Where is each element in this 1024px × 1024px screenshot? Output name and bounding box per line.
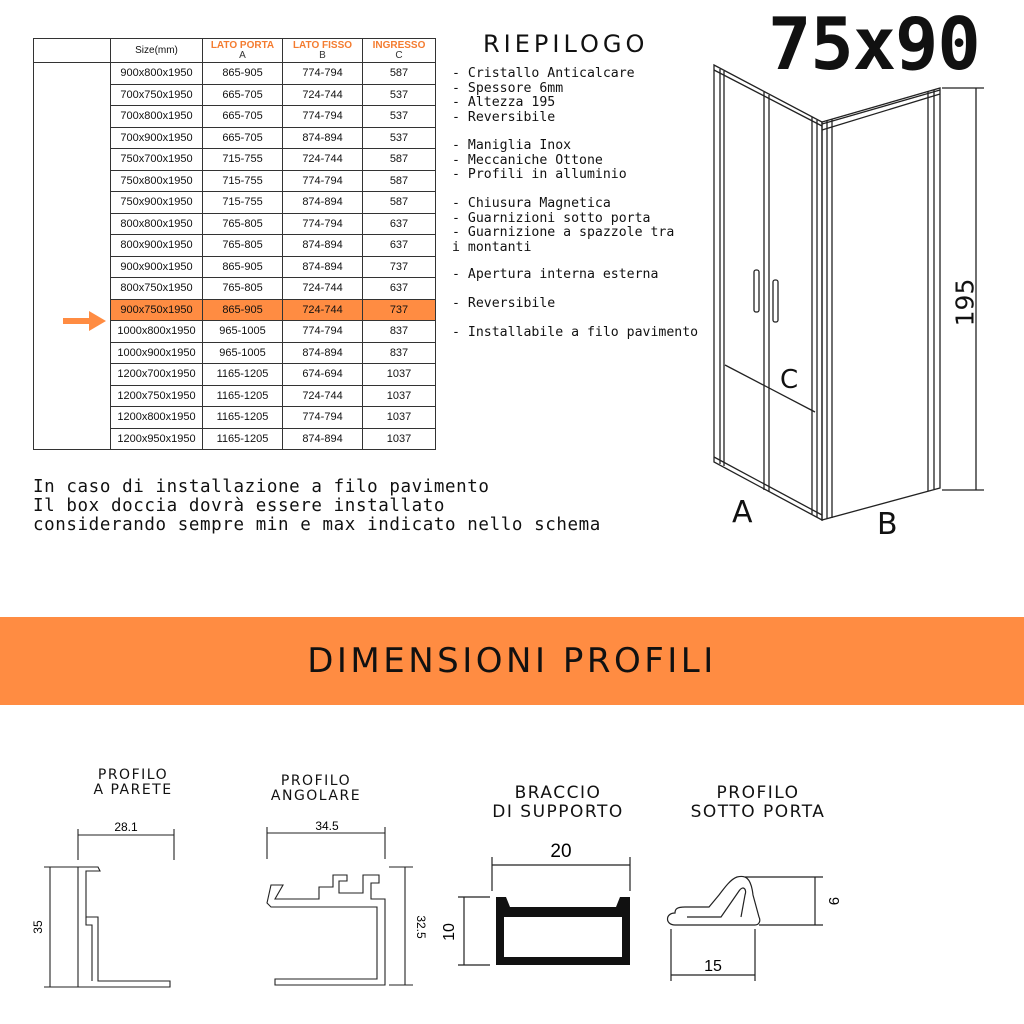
- summary-item: - Guarnizioni sotto porta: [452, 210, 651, 226]
- ingresso-cell: 837: [363, 321, 436, 343]
- profile-label-angolare: [253, 774, 379, 804]
- lato-porta-cell: 1165-1205: [203, 364, 283, 386]
- lato-porta-cell: 715-755: [203, 149, 283, 171]
- summary-item: - Apertura interna esterna: [452, 267, 659, 282]
- header-size: Size(mm): [111, 39, 203, 63]
- profile-parete-width: 28.1: [114, 820, 138, 834]
- size-cell: 900x900x1950: [111, 256, 203, 278]
- size-cell: 800x800x1950: [111, 213, 203, 235]
- lato-fisso-cell: 774-794: [283, 170, 363, 192]
- lato-porta-cell: 765-805: [203, 235, 283, 257]
- lato-fisso-cell: 774-794: [283, 321, 363, 343]
- lato-porta-cell: 965-1005: [203, 342, 283, 364]
- profiles-banner: [0, 617, 1024, 705]
- lato-fisso-cell: 774-794: [283, 213, 363, 235]
- ingresso-cell: 1037: [363, 428, 436, 450]
- size-cell: 1000x900x1950: [111, 342, 203, 364]
- profile-label-braccio: [470, 784, 646, 822]
- summary-item: - Cristallo Anticalcare: [452, 66, 635, 81]
- lato-fisso-cell: 724-744: [283, 299, 363, 321]
- lato-fisso-cell: 874-894: [283, 127, 363, 149]
- ingresso-cell: 737: [363, 256, 436, 278]
- lato-porta-cell: 965-1005: [203, 321, 283, 343]
- summary-item: - Spessore 6mm: [452, 80, 564, 96]
- label-a: A: [732, 495, 753, 530]
- summary-title: RIEPILOGO: [483, 30, 649, 58]
- lato-fisso-cell: 874-894: [283, 235, 363, 257]
- installation-note: [33, 478, 601, 535]
- lato-fisso-cell: 874-894: [283, 256, 363, 278]
- header-blank: [34, 39, 111, 63]
- summary-item: - Chiusura Magnetica: [452, 196, 611, 211]
- profile-label-line: BRACCIO: [514, 783, 602, 803]
- profile-parete-drawing: [20, 815, 190, 1000]
- profile-angolare-width: 34.5: [315, 819, 339, 833]
- profile-label-line: ANGOLARE: [270, 788, 362, 804]
- ingresso-cell: 637: [363, 235, 436, 257]
- profile-label-line: SOTTO PORTA: [690, 802, 826, 822]
- lato-porta-cell: 865-905: [203, 299, 283, 321]
- table-row: [34, 63, 436, 85]
- size-cell: 1200x950x1950: [111, 428, 203, 450]
- lato-fisso-cell: 674-694: [283, 364, 363, 386]
- profile-sotto-porta-drawing: [655, 855, 845, 985]
- ingresso-cell: 1037: [363, 364, 436, 386]
- size-cell: 1200x700x1950: [111, 364, 203, 386]
- lato-porta-cell: 865-905: [203, 63, 283, 85]
- summary-group: [452, 326, 698, 341]
- height-dimension-label: [945, 278, 985, 338]
- summary-item: - Maniglia Inox: [452, 138, 572, 153]
- lato-fisso-cell: 724-744: [283, 149, 363, 171]
- summary-item: - Reversibile: [452, 296, 556, 311]
- size-cell: 700x800x1950: [111, 106, 203, 128]
- table-blank-cell: [34, 63, 111, 450]
- note-line: In caso di installazione a filo pavimento: [33, 477, 490, 497]
- size-cell: 900x750x1950: [111, 299, 203, 321]
- profile-sotto-porta-width: 15: [704, 958, 722, 975]
- profile-angolare-height: 32.5: [414, 915, 428, 939]
- ingresso-cell: 587: [363, 149, 436, 171]
- size-cell: 700x900x1950: [111, 127, 203, 149]
- summary-item: - Installabile a filo pavimento: [452, 325, 699, 340]
- profile-label-line: PROFILO: [716, 783, 800, 803]
- table-header-row: [34, 39, 436, 63]
- ingresso-cell: 587: [363, 192, 436, 214]
- lato-porta-cell: 765-805: [203, 278, 283, 300]
- lato-fisso-cell: 724-744: [283, 84, 363, 106]
- profile-angolare-drawing: [255, 815, 430, 1000]
- summary-item: - Profili in alluminio: [452, 167, 627, 182]
- summary-item: i montanti: [452, 239, 532, 255]
- size-table-body: [34, 63, 436, 450]
- summary-item: - Reversibile: [452, 109, 556, 125]
- lato-porta-cell: 765-805: [203, 213, 283, 235]
- ingresso-cell: 637: [363, 278, 436, 300]
- note-line: considerando sempre min e max indicato nello schema: [33, 515, 601, 535]
- highlight-arrow-icon: [63, 310, 107, 332]
- size-table: [33, 38, 436, 450]
- header-lato-fisso: LATO FISSO B: [283, 39, 363, 63]
- size-cell: 1200x800x1950: [111, 407, 203, 429]
- profile-braccio-drawing: [440, 835, 650, 975]
- lato-fisso-cell: 774-794: [283, 106, 363, 128]
- lato-fisso-cell: 774-794: [283, 407, 363, 429]
- lato-porta-cell: 865-905: [203, 256, 283, 278]
- ingresso-cell: 637: [363, 213, 436, 235]
- label-b: B: [877, 507, 898, 542]
- lato-fisso-cell: 724-744: [283, 385, 363, 407]
- lato-porta-cell: 1165-1205: [203, 385, 283, 407]
- summary-item: - Guarnizione a spazzole tra: [452, 225, 675, 240]
- note-line: Il box doccia dovrà essere installato: [33, 496, 446, 516]
- lato-fisso-cell: 774-794: [283, 63, 363, 85]
- size-cell: 900x800x1950: [111, 63, 203, 85]
- ingresso-cell: 737: [363, 299, 436, 321]
- size-cell: 800x900x1950: [111, 235, 203, 257]
- profile-label-parete: [70, 768, 196, 798]
- label-c: C: [780, 365, 799, 395]
- profile-label-line: A PARETE: [93, 782, 173, 798]
- ingresso-cell: 587: [363, 63, 436, 85]
- lato-porta-cell: 1165-1205: [203, 407, 283, 429]
- ingresso-cell: 837: [363, 342, 436, 364]
- profile-braccio-height: 10: [441, 923, 458, 941]
- summary-group: [452, 268, 658, 283]
- profile-label-sotto-porta: [670, 784, 846, 822]
- summary-group: [452, 67, 635, 125]
- summary-group: [452, 139, 627, 183]
- summary-item: - Altezza 195: [452, 95, 556, 110]
- profile-label-line: DI SUPPORTO: [492, 802, 624, 822]
- size-cell: 750x900x1950: [111, 192, 203, 214]
- lato-porta-cell: 715-755: [203, 170, 283, 192]
- lato-fisso-cell: 874-894: [283, 428, 363, 450]
- profile-label-line: PROFILO: [97, 767, 169, 783]
- lato-porta-cell: 715-755: [203, 192, 283, 214]
- banner-title: DIMENSIONI PROFILI: [307, 641, 717, 681]
- summary-group: [452, 197, 674, 255]
- summary-group: [452, 297, 555, 312]
- header-ingresso: INGRESSO C: [363, 39, 436, 63]
- ingresso-cell: 1037: [363, 385, 436, 407]
- size-cell: 800x750x1950: [111, 278, 203, 300]
- header-lato-porta: LATO PORTA A: [203, 39, 283, 63]
- size-cell: 750x800x1950: [111, 170, 203, 192]
- ingresso-cell: 537: [363, 84, 436, 106]
- lato-porta-cell: 1165-1205: [203, 428, 283, 450]
- product-size-title: 75x90: [768, 2, 980, 86]
- ingresso-cell: 537: [363, 127, 436, 149]
- profile-label-line: PROFILO: [280, 773, 352, 789]
- lato-porta-cell: 665-705: [203, 106, 283, 128]
- ingresso-cell: 587: [363, 170, 436, 192]
- ingresso-cell: 537: [363, 106, 436, 128]
- size-cell: 750x700x1950: [111, 149, 203, 171]
- profile-braccio-width: 20: [550, 841, 572, 862]
- summary-item: - Meccaniche Ottone: [452, 152, 603, 168]
- lato-fisso-cell: 874-894: [283, 192, 363, 214]
- ingresso-cell: 1037: [363, 407, 436, 429]
- profile-sotto-porta-height: 9: [825, 896, 842, 906]
- lato-fisso-cell: 724-744: [283, 278, 363, 300]
- lato-porta-cell: 665-705: [203, 127, 283, 149]
- profile-parete-height: 35: [31, 920, 45, 934]
- size-cell: 700x750x1950: [111, 84, 203, 106]
- lato-porta-cell: 665-705: [203, 84, 283, 106]
- size-cell: 1200x750x1950: [111, 385, 203, 407]
- size-cell: 1000x800x1950: [111, 321, 203, 343]
- lato-fisso-cell: 874-894: [283, 342, 363, 364]
- height-dimension-text: 195: [950, 278, 980, 327]
